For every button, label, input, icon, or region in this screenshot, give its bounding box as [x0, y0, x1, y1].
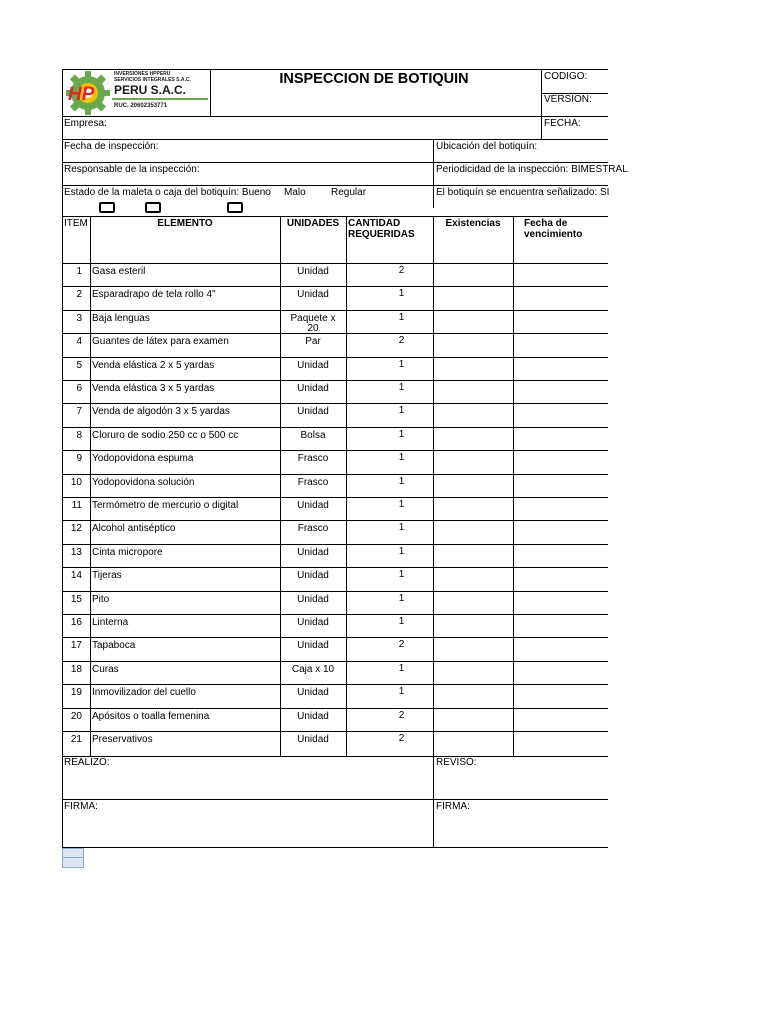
periodicidad-label: Periodicidad de la inspección: BIMESTRAL — [436, 164, 628, 175]
row-cantidad: 1 — [398, 382, 405, 393]
form-line-1 — [62, 162, 608, 163]
row-cantidad: 1 — [398, 288, 405, 300]
codigo-label: CODIGO: — [544, 71, 588, 82]
row-elemento: Baja lenguas — [92, 312, 150, 324]
row-item-number: 17 — [70, 640, 82, 652]
row-fecha-vencimiento-cell[interactable] — [514, 709, 607, 730]
row-elemento: Venda elástica 2 x 5 yardas — [92, 359, 215, 371]
estado-label: Estado de la maleta o caja del botiquín: Bueno — [64, 187, 271, 198]
row-existencias-cell[interactable] — [434, 404, 512, 425]
row-item-number: 9 — [76, 453, 82, 465]
row-fecha-vencimiento-cell[interactable] — [514, 334, 607, 355]
row-existencias-cell[interactable] — [434, 264, 512, 285]
row-existencias-cell[interactable] — [434, 592, 512, 613]
row-fecha-vencimiento-cell[interactable] — [514, 264, 607, 285]
row-fecha-vencimiento-cell[interactable] — [514, 428, 607, 449]
row-existencias-cell[interactable] — [434, 358, 512, 379]
row-fecha-vencimiento-cell[interactable] — [514, 475, 607, 496]
row-fecha-vencimiento-cell[interactable] — [514, 638, 607, 659]
header-bottom-border — [62, 116, 608, 117]
row-unidad: Unidad — [297, 640, 329, 652]
row-item-number: 5 — [76, 359, 82, 371]
row-item-number: 7 — [76, 406, 82, 418]
checkbox-bueno[interactable] — [99, 202, 115, 213]
row-fecha-vencimiento-cell[interactable] — [514, 662, 607, 683]
row-item-number: 16 — [70, 617, 82, 628]
row-unidad-line-2: 20 — [307, 322, 319, 334]
row-elemento: Alcohol antiséptico — [92, 523, 176, 535]
row-elemento: Venda de algodón 3 x 5 yardas — [92, 406, 230, 418]
row-cantidad: 2 — [398, 733, 405, 744]
row-unidad: Frasco — [297, 453, 329, 465]
row-existencias-cell[interactable] — [434, 709, 512, 730]
form-divider — [433, 139, 434, 208]
row-fecha-vencimiento-cell[interactable] — [514, 381, 607, 402]
page-title: INSPECCION DE BOTIQUIN — [279, 71, 469, 87]
row-item-number: 11 — [71, 500, 82, 511]
row-elemento: Preservativos — [92, 734, 153, 745]
row-item-number: 21 — [70, 734, 82, 745]
logo-underline — [112, 98, 208, 100]
row-fecha-vencimiento-cell[interactable] — [514, 404, 607, 425]
row-existencias-cell[interactable] — [434, 615, 512, 636]
row-cantidad: 1 — [398, 592, 405, 604]
firma-left-label: FIRMA: — [64, 801, 98, 812]
row-unidad: Unidad — [297, 266, 329, 277]
col-header-existencias: Existencias — [445, 218, 501, 229]
row-cantidad: 1 — [398, 311, 405, 323]
row-item-number: 15 — [70, 593, 82, 605]
fecha-label: FECHA: — [544, 118, 581, 129]
row-existencias-cell[interactable] — [434, 311, 512, 332]
reviso-label: REVISO: — [436, 757, 477, 768]
row-elemento: Curas — [92, 663, 119, 675]
row-elemento: Inmovilizador del cuello — [92, 687, 196, 699]
row-unidad: Unidad — [297, 546, 329, 558]
logo-line-2: SERVICIOS INTEGRALES S.A.C. — [114, 77, 191, 83]
row-fecha-vencimiento-cell[interactable] — [514, 451, 607, 472]
empresa-bottom-line — [62, 139, 608, 140]
row-existencias-cell[interactable] — [434, 451, 512, 472]
row-unidad: Par — [305, 336, 321, 348]
row-cantidad: 1 — [398, 475, 405, 487]
row-unidad: Unidad — [297, 500, 329, 511]
footer-mid-line — [62, 799, 608, 800]
row-fecha-vencimiento-cell[interactable] — [514, 287, 607, 308]
footer-bottom-line — [62, 847, 608, 848]
row-unidad: Unidad — [297, 710, 329, 722]
row-elemento: Gasa esteril — [92, 266, 146, 277]
row-cantidad: 1 — [398, 358, 405, 370]
row-elemento: Guantes de látex para examen — [92, 336, 229, 348]
row-fecha-vencimiento-cell[interactable] — [514, 545, 607, 566]
row-unidad: Frasco — [297, 476, 329, 488]
row-fecha-vencimiento-cell[interactable] — [514, 521, 607, 542]
row-item-number: 8 — [76, 429, 82, 441]
svg-text:HP: HP — [68, 84, 95, 105]
row-unidad: Unidad — [297, 406, 329, 418]
row-cantidad: 1 — [398, 545, 405, 557]
row-fecha-vencimiento-cell[interactable] — [514, 568, 607, 589]
row-item-number: 2 — [76, 289, 82, 301]
row-item-number: 12 — [70, 523, 82, 535]
row-unidad: Caja x 10 — [291, 663, 335, 675]
selected-cell-divider — [62, 857, 84, 858]
row-existencias-cell[interactable] — [434, 568, 512, 589]
row-elemento: Yodopovidona solución — [92, 476, 195, 488]
row-item-number: 6 — [76, 383, 82, 394]
row-fecha-vencimiento-cell[interactable] — [514, 311, 607, 332]
row-existencias-cell[interactable] — [434, 428, 512, 449]
row-item-number: 13 — [70, 546, 82, 558]
row-elemento: Cloruro de sodio 250 cc o 500 cc — [92, 429, 239, 441]
row-item-number: 14 — [70, 570, 82, 582]
col-header-cantidad-1: CANTIDAD — [348, 218, 401, 229]
row-fecha-vencimiento-cell[interactable] — [514, 498, 607, 519]
row-item-number: 10 — [70, 476, 82, 488]
col-header-unidades: UNIDADES — [286, 218, 340, 229]
row-cantidad: 1 — [398, 569, 405, 581]
table-bottom-border — [62, 756, 608, 757]
row-item-number: 18 — [70, 663, 82, 675]
row-unidad: Unidad — [297, 383, 329, 394]
logo-line-1: INVERSIONES HPPERU — [114, 71, 171, 77]
row-cantidad: 1 — [398, 662, 405, 674]
row-unidad: Unidad — [297, 593, 329, 605]
empresa-label: Empresa: — [64, 118, 107, 129]
row-elemento: Tijeras — [92, 570, 122, 582]
row-cantidad: 2 — [398, 265, 405, 276]
row-elemento: Apósitos o toalla femenina — [92, 710, 210, 722]
row-existencias-cell[interactable] — [434, 521, 512, 542]
row-elemento: Esparadrapo de tela rollo 4" — [92, 289, 216, 301]
header-divider-2 — [541, 69, 542, 139]
row-item-number: 1 — [76, 266, 82, 277]
estado-regular-label: Regular — [331, 187, 367, 198]
row-unidad: Bolsa — [300, 429, 326, 441]
selected-cell[interactable] — [62, 848, 84, 868]
row-item-number: 3 — [76, 312, 82, 324]
row-elemento: Termómetro de mercurio o digital — [92, 500, 239, 511]
row-item-number: 19 — [70, 687, 82, 699]
row-cantidad: 1 — [398, 522, 405, 534]
row-elemento: Cinta micropore — [92, 546, 163, 558]
row-existencias-cell[interactable] — [434, 287, 512, 308]
row-existencias-cell[interactable] — [434, 334, 512, 355]
row-existencias-cell[interactable] — [434, 662, 512, 683]
row-existencias-cell[interactable] — [434, 685, 512, 706]
row-cantidad: 1 — [398, 428, 405, 440]
row-existencias-cell[interactable] — [434, 732, 512, 753]
row-cantidad: 1 — [398, 405, 405, 417]
col-header-elemento: ELEMENTO — [157, 218, 213, 229]
row-cantidad: 2 — [398, 335, 405, 347]
logo-company-name: PERU S.A.C. — [114, 83, 187, 97]
row-item-number: 20 — [70, 710, 82, 722]
row-existencias-cell[interactable] — [434, 638, 512, 659]
row-fecha-vencimiento-cell[interactable] — [514, 732, 607, 753]
row-elemento: Tapaboca — [92, 640, 136, 652]
ubicacion-label: Ubicación del botiquín: — [436, 141, 538, 152]
row-unidad: Unidad — [297, 570, 329, 582]
row-item-number: 4 — [76, 336, 82, 348]
row-fecha-vencimiento-cell[interactable] — [514, 685, 607, 706]
senalizado-label: El botiquín se encuentra señalizado: SI — [436, 187, 610, 198]
row-cantidad: 1 — [398, 686, 405, 698]
col-header-fecha-2: vencimiento — [524, 229, 583, 240]
row-unidad: Unidad — [297, 289, 329, 301]
row-unidad: Unidad — [297, 359, 329, 371]
checkbox-malo[interactable] — [145, 202, 161, 213]
col-header-fecha-1: Fecha de — [524, 218, 568, 229]
row-fecha-vencimiento-cell[interactable] — [514, 358, 607, 379]
col-line-item — [90, 216, 91, 756]
firma-right-label: FIRMA: — [436, 801, 470, 812]
col-header-item: ITEM — [64, 218, 88, 229]
form-line-2 — [62, 185, 608, 186]
row-unidad: Unidad — [297, 687, 329, 699]
col-header-cantidad-2: REQUERIDAS — [348, 229, 415, 240]
realizo-label: REALIZO: — [64, 757, 110, 768]
company-logo — [66, 70, 211, 116]
row-unidad: Unidad — [297, 734, 329, 745]
row-fecha-vencimiento-cell[interactable] — [514, 615, 607, 636]
row-existencias-cell[interactable] — [434, 545, 512, 566]
row-existencias-cell[interactable] — [434, 381, 512, 402]
row-unidad: Unidad — [297, 617, 329, 628]
row-unidad: Paquete x — [290, 312, 336, 324]
checkbox-regular[interactable] — [227, 202, 243, 213]
row-elemento: Linterna — [92, 617, 129, 628]
version-label: VERSION: — [544, 94, 592, 105]
row-existencias-cell[interactable] — [434, 498, 512, 519]
estado-malo-label: Malo — [284, 187, 306, 198]
row-unidad: Frasco — [297, 523, 329, 535]
row-fecha-vencimiento-cell[interactable] — [514, 592, 607, 613]
row-cantidad: 1 — [398, 616, 405, 627]
row-cantidad: 1 — [398, 499, 405, 510]
gear-logo-icon — [66, 70, 112, 116]
fecha-inspeccion-label: Fecha de inspección: — [64, 141, 159, 152]
row-elemento: Yodopovidona espuma — [92, 453, 194, 465]
logo-ruc: RUC. 20602353771 — [114, 103, 168, 109]
row-cantidad: 2 — [398, 639, 405, 651]
row-existencias-cell[interactable] — [434, 475, 512, 496]
row-cantidad: 1 — [398, 452, 405, 464]
responsable-label: Responsable de la inspección: — [64, 164, 200, 175]
row-cantidad: 2 — [398, 709, 405, 721]
row-elemento: Venda elástica 3 x 5 yardas — [92, 383, 215, 394]
row-elemento: Pito — [92, 593, 110, 605]
table-top-border — [62, 216, 608, 217]
